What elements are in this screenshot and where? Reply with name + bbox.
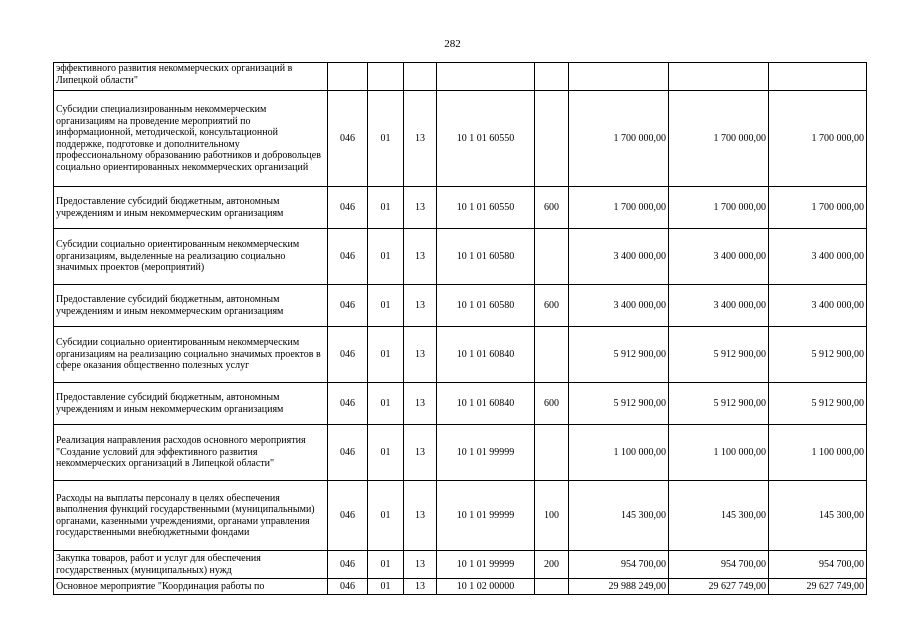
amount-year1-cell: 29 988 249,00	[569, 579, 669, 595]
amount-year3-cell: 5 912 900,00	[769, 327, 867, 383]
row-name-cell: Предоставление субсидий бюджетным, автономным учреждениям и иным некоммерческим организациям	[54, 383, 328, 425]
target-article-cell: 10 1 01 60840	[437, 327, 535, 383]
subsection-code-cell: 13	[404, 327, 437, 383]
table-row	[54, 91, 867, 187]
amount-year3-cell: 1 700 000,00	[769, 91, 867, 187]
amount-year1-cell: 3 400 000,00	[569, 229, 669, 285]
row-name-cell: Расходы на выплаты персоналу в целях обеспечения выполнения функций государственными (муниципальными) органами, казенными учреждениями, органами управления государственными внебюджетными фондами	[54, 481, 328, 551]
amount-year3-cell: 1 100 000,00	[769, 425, 867, 481]
target-article-cell: 10 1 01 60550	[437, 187, 535, 229]
row-name-cell: эффективного развития некоммерческих организаций в Липецкой области"	[54, 63, 328, 91]
ministry-code-cell: 046	[328, 91, 368, 187]
target-article-cell	[437, 63, 535, 91]
table-row	[54, 327, 867, 383]
subsection-code-cell	[404, 63, 437, 91]
amount-year1-cell: 3 400 000,00	[569, 285, 669, 327]
ministry-code-cell: 046	[328, 481, 368, 551]
section-code-cell: 01	[368, 481, 404, 551]
section-code-cell: 01	[368, 579, 404, 595]
section-code-cell: 01	[368, 229, 404, 285]
expense-type-cell	[535, 63, 569, 91]
target-article-cell: 10 1 01 99999	[437, 481, 535, 551]
amount-year2-cell: 29 627 749,00	[669, 579, 769, 595]
row-name-cell: Предоставление субсидий бюджетным, автономным учреждениям и иным некоммерческим организациям	[54, 187, 328, 229]
table-row	[54, 229, 867, 285]
amount-year3-cell: 3 400 000,00	[769, 229, 867, 285]
amount-year2-cell: 1 700 000,00	[669, 187, 769, 229]
subsection-code-cell: 13	[404, 229, 437, 285]
amount-year1-cell: 1 700 000,00	[569, 91, 669, 187]
section-code-cell: 01	[368, 327, 404, 383]
ministry-code-cell: 046	[328, 425, 368, 481]
ministry-code-cell: 046	[328, 551, 368, 579]
row-name-cell: Предоставление субсидий бюджетным, автономным учреждениям и иным некоммерческим организациям	[54, 285, 328, 327]
expense-type-cell: 200	[535, 551, 569, 579]
page-number: 282	[444, 38, 461, 50]
amount-year1-cell: 5 912 900,00	[569, 383, 669, 425]
amount-year2-cell: 954 700,00	[669, 551, 769, 579]
amount-year1-cell: 5 912 900,00	[569, 327, 669, 383]
row-name-cell: Основное мероприятие "Координация работы по	[54, 579, 328, 595]
table-row	[54, 579, 867, 595]
section-code-cell: 01	[368, 383, 404, 425]
table-row	[54, 425, 867, 481]
ministry-code-cell: 046	[328, 579, 368, 595]
subsection-code-cell: 13	[404, 91, 437, 187]
subsection-code-cell: 13	[404, 187, 437, 229]
amount-year1-cell: 145 300,00	[569, 481, 669, 551]
amount-year3-cell: 954 700,00	[769, 551, 867, 579]
table-row	[54, 187, 867, 229]
amount-year2-cell: 3 400 000,00	[669, 285, 769, 327]
amount-year3-cell: 145 300,00	[769, 481, 867, 551]
target-article-cell: 10 1 01 99999	[437, 425, 535, 481]
table-row	[54, 383, 867, 425]
amount-year2-cell: 145 300,00	[669, 481, 769, 551]
ministry-code-cell	[328, 63, 368, 91]
subsection-code-cell: 13	[404, 383, 437, 425]
target-article-cell: 10 1 01 60550	[437, 91, 535, 187]
expense-type-cell	[535, 91, 569, 187]
row-name-cell: Субсидии социально ориентированным некоммерческим организациям, выделенные на реализацию социально значимых проектов (мероприятий)	[54, 229, 328, 285]
expense-type-cell: 100	[535, 481, 569, 551]
amount-year3-cell: 29 627 749,00	[769, 579, 867, 595]
section-code-cell: 01	[368, 285, 404, 327]
section-code-cell: 01	[368, 187, 404, 229]
amount-year2-cell: 5 912 900,00	[669, 327, 769, 383]
expense-type-cell	[535, 229, 569, 285]
target-article-cell: 10 1 01 99999	[437, 551, 535, 579]
target-article-cell: 10 1 02 00000	[437, 579, 535, 595]
amount-year3-cell: 5 912 900,00	[769, 383, 867, 425]
ministry-code-cell: 046	[328, 383, 368, 425]
amount-year3-cell: 3 400 000,00	[769, 285, 867, 327]
ministry-code-cell: 046	[328, 187, 368, 229]
subsection-code-cell: 13	[404, 285, 437, 327]
budget-table-body	[54, 63, 867, 595]
expense-type-cell: 600	[535, 383, 569, 425]
amount-year1-cell: 1 100 000,00	[569, 425, 669, 481]
row-name-cell: Субсидии специализированным некоммерческим организациям на проведение мероприятий по информационной, методической, консультационной поддержке, подготовке и дополнительному профессиональному образованию работников и добровольцев социально ориентированных некоммерческих организаций	[54, 91, 328, 187]
row-name-cell: Реализация направления расходов основного мероприятия "Создание условий для эффективного развития некоммерческих организаций в Липецкой области"	[54, 425, 328, 481]
amount-year1-cell: 954 700,00	[569, 551, 669, 579]
target-article-cell: 10 1 01 60840	[437, 383, 535, 425]
expense-type-cell: 600	[535, 187, 569, 229]
expense-type-cell	[535, 327, 569, 383]
amount-year2-cell: 1 700 000,00	[669, 91, 769, 187]
ministry-code-cell: 046	[328, 327, 368, 383]
subsection-code-cell: 13	[404, 551, 437, 579]
ministry-code-cell: 046	[328, 229, 368, 285]
subsection-code-cell: 13	[404, 425, 437, 481]
ministry-code-cell: 046	[328, 285, 368, 327]
budget-table	[53, 62, 867, 595]
row-name-cell: Закупка товаров, работ и услуг для обеспечения государственных (муниципальных) нужд	[54, 551, 328, 579]
amount-year2-cell: 1 100 000,00	[669, 425, 769, 481]
expense-type-cell	[535, 579, 569, 595]
amount-year2-cell: 3 400 000,00	[669, 229, 769, 285]
section-code-cell: 01	[368, 425, 404, 481]
subsection-code-cell: 13	[404, 481, 437, 551]
section-code-cell: 01	[368, 91, 404, 187]
amount-year2-cell: 5 912 900,00	[669, 383, 769, 425]
expense-type-cell	[535, 425, 569, 481]
amount-year1-cell: 1 700 000,00	[569, 187, 669, 229]
table-row	[54, 63, 867, 91]
amount-year2-cell	[669, 63, 769, 91]
target-article-cell: 10 1 01 60580	[437, 285, 535, 327]
row-name-cell: Субсидии социально ориентированным некоммерческим организациям на реализацию социально значимых проектов в сфере оказания общественно полезных услуг	[54, 327, 328, 383]
amount-year3-cell	[769, 63, 867, 91]
expense-type-cell: 600	[535, 285, 569, 327]
subsection-code-cell: 13	[404, 579, 437, 595]
amount-year1-cell	[569, 63, 669, 91]
target-article-cell: 10 1 01 60580	[437, 229, 535, 285]
table-row	[54, 481, 867, 551]
amount-year3-cell: 1 700 000,00	[769, 187, 867, 229]
table-row	[54, 551, 867, 579]
section-code-cell	[368, 63, 404, 91]
section-code-cell: 01	[368, 551, 404, 579]
table-row	[54, 285, 867, 327]
